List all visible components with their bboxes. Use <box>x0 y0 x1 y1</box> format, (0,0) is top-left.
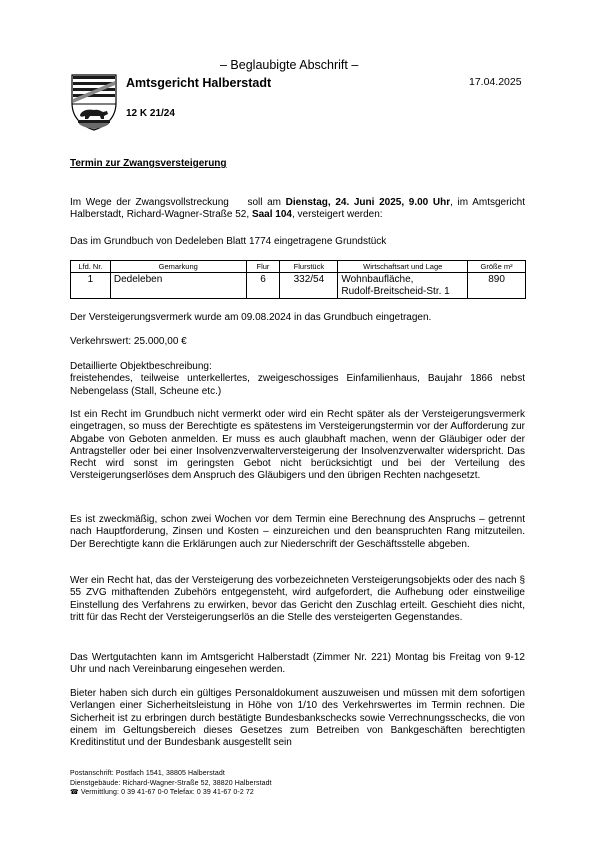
object-description <box>70 361 525 398</box>
col-header-flur: Flur <box>246 261 280 273</box>
certified-copy-label: – Beglaubigte Abschrift – <box>220 58 359 72</box>
grundbuch-line: Das im Grundbuch von Dedeleben Blatt 1774 eingetragene Grundstück <box>70 236 387 247</box>
document-heading: Termin zur Zwangsversteigerung <box>70 158 227 169</box>
intro-text-3: , versteigert werden: <box>291 209 383 221</box>
cell-lfd-nr: 1 <box>71 273 111 299</box>
paragraph-claim-calculation: Es ist zweckmäßig, schon zwei Wochen vor dem Termin eine Berechnung des Anspruchs – getrennt nach Hauptforderung, Zinsen und Kosten – einzureichen und den beanspruchten Rang mitzuteilen. Der Berechtigte kann die Erklärungen auch zur Niederschrift der Geschäftsstelle abgeben. <box>70 514 525 550</box>
paragraph-rights-registration: Ist ein Recht im Grundbuch nicht vermerkt oder wird ein Recht später als der Versteigerungsvermerk eingetragen, so muss der Berechtigte es spätestens im Versteigerungstermin vor der Aufforderung zur Abgabe von Geboten anmelden. Er muss es auch glaubhaft machen, wenn der Gläubiger oder der Antragsteller oder bei einer Insolvenzverwalterversteigerung der Insolvenzverwalter widerspricht. Das Recht wird sonst im geringsten Gebot nicht berücksichtigt und bei der Verteilung des Versteigerungserlöses dem Anspruch des Gläubigers und den übrigen Rechten nachgesetzt. <box>70 409 525 482</box>
coat-of-arms-logo <box>70 73 118 131</box>
col-header-wirtschaftsart: Wirtschaftsart und Lage <box>338 261 468 273</box>
col-header-gemarkung: Gemarkung <box>110 261 246 273</box>
paragraph-opposing-rights: Wer ein Recht hat, das der Versteigerung des vorbezeichneten Versteigerungsobjekts oder des nach § 55 ZVG mithaftenden Zubehörs entgegensteht, wird aufgefordert, die Aufhebung oder einstweilige Einstellung des Verfahrens zu erwirken, bevor das Gericht den Zuschlag erteilt. Geschieht dies nicht, tritt für das Recht der Versteigerungserlös an die Stelle des versteigerten Gegenstandes. <box>70 575 525 623</box>
intro-text-2: , im Amtsgericht Halberstadt, Richard-Wagner-Straße 52, <box>70 197 525 221</box>
col-header-groesse: Größe m² <box>468 261 526 273</box>
table-row <box>71 273 526 299</box>
auction-room: Saal 104 <box>251 209 292 221</box>
intro-text-1: Im Wege der Zwangsvollstreckung soll am <box>70 197 286 208</box>
auction-date-time: Dienstag, 24. Juni 2025, 9.00 Uhr <box>285 197 451 208</box>
footer-office-address: Dienstgebäude: Richard-Wagner-Straße 52, 38820 Halberstadt <box>70 779 272 787</box>
intro-paragraph <box>70 197 525 222</box>
cell-groesse: 890 <box>468 273 526 299</box>
verkehrswert-line: Verkehrswert: 25.000,00 € <box>70 336 187 347</box>
col-header-lfd-nr: Lfd. Nr. <box>71 261 111 273</box>
object-description-text: freistehendes, teilweise unterkellertes, zweigeschossiges Einfamilienhaus, Baujahr 1866 nebst Nebengelass (Stall, Scheune etc.) <box>70 373 525 397</box>
vermerk-line: Der Versteigerungsvermerk wurde am 09.08.2024 in das Grundbuch eingetragen. <box>70 312 432 323</box>
cell-flurstueck: 332/54 <box>280 273 338 299</box>
cell-gemarkung: Dedeleben <box>110 273 246 299</box>
footer-postal-address: Postanschrift: Postfach 1541, 38805 Halberstadt <box>70 770 225 777</box>
property-table <box>70 260 526 299</box>
cell-wirtschaftsart: Wohnbaufläche, Rudolf-Breitscheid-Str. 1 <box>338 273 468 299</box>
paragraph-bidder-security: Bieter haben sich durch ein gültiges Personaldokument auszuweisen und müssen mit dem sofortigen Verlangen einer Sicherheitsleistung in Höhe von 1/10 des Verkehrswertes im Termin rechnen. Die Sicherheit ist zu erbringen durch bestätigte Bundesbankschecks sowie Verrechnungsschecks, die von einem im Geltungsbereich dieses Gesetzes zum Betreiben von Bankgeschäften berechtigten Kreditinstitut und der Bundesbank ausgestellt sein <box>70 688 525 749</box>
footer-phone-fax: ☎ Vermittlung: 0 39 41-67 0-0 Telefax: 0 39 41-67 0-2 72 <box>70 789 254 797</box>
document-date: 17.04.2025 <box>469 76 522 88</box>
paragraph-valuation-report: Das Wertgutachten kann im Amtsgericht Halberstadt (Zimmer Nr. 221) Montag bis Freitag von 9-12 Uhr und nach Vereinbarung eingesehen werden. <box>70 652 525 676</box>
object-description-label: Detaillierte Objektbeschreibung: <box>70 361 212 372</box>
col-header-flurstueck: Flurstück <box>280 261 338 273</box>
footer-contact <box>70 769 272 798</box>
file-number: 12 K 21/24 <box>126 108 175 119</box>
table-header-row <box>71 261 526 273</box>
court-name: Amtsgericht Halberstadt <box>126 76 272 90</box>
cell-flur: 6 <box>246 273 280 299</box>
